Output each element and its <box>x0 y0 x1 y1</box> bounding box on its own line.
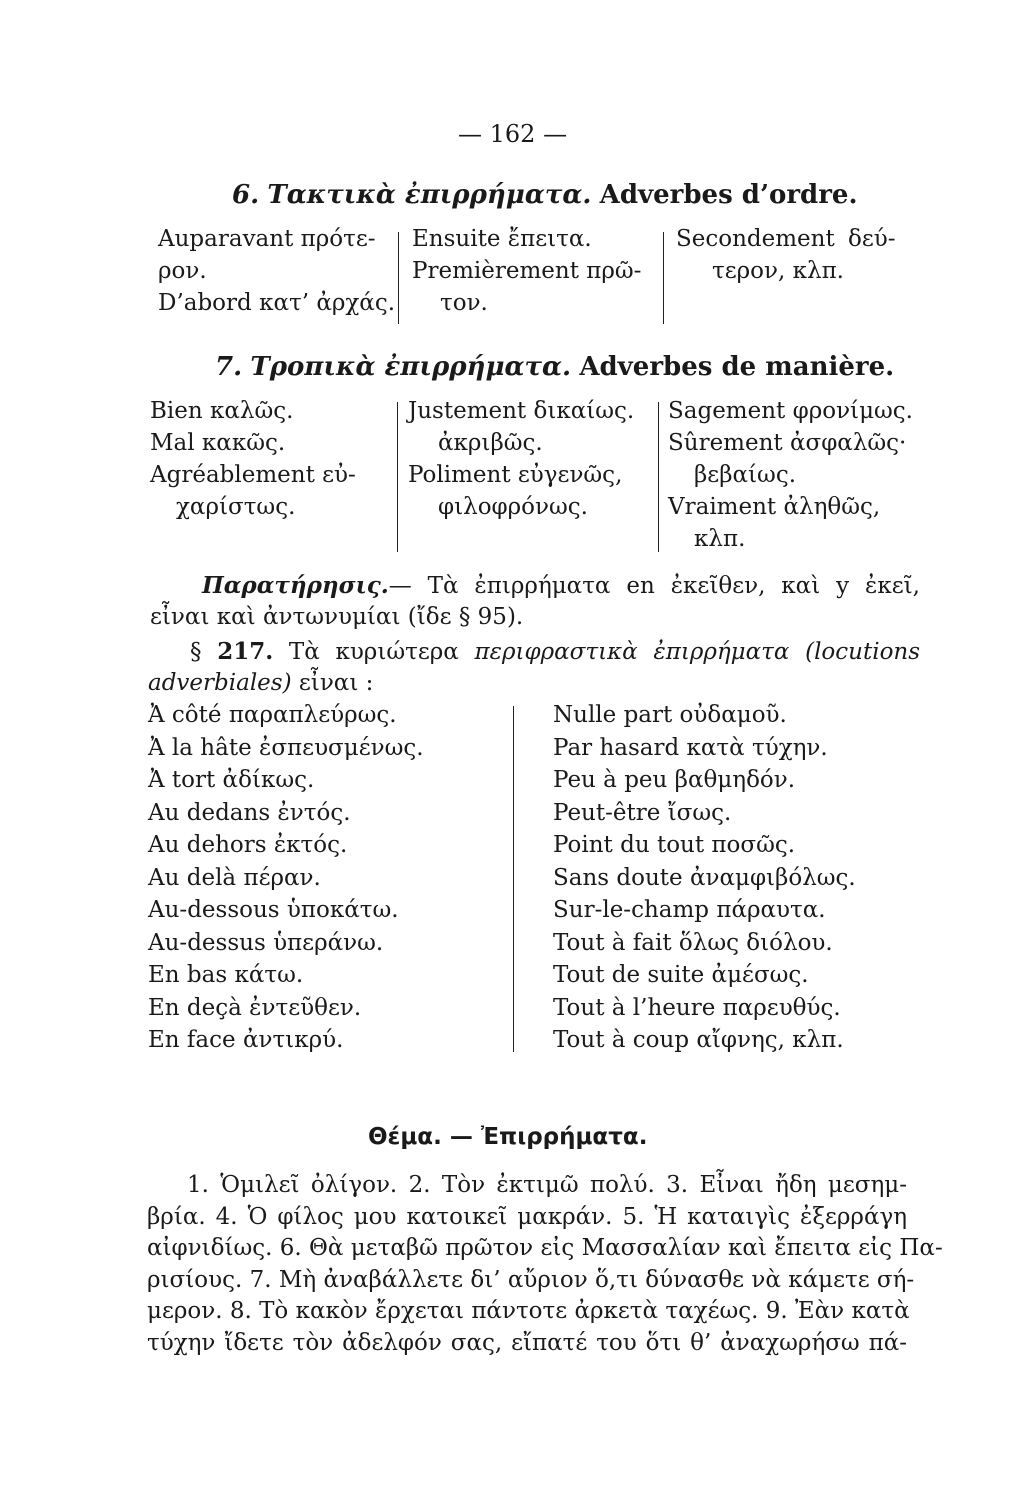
exercise-line: ρισίους. 7. Μὴ ἀναβάλλετε δι’ αὔριον ὅ,τι δύνασθε νὰ κάμετε σή- <box>147 1266 915 1293</box>
list-item: Au-dessous ὑποκάτω. <box>148 897 399 923</box>
section217-italic-2: adverbiales) <box>148 670 292 696</box>
section7-col2-line4: φιλοφρόνως. <box>438 494 588 520</box>
section6-col3-line2: τερον, κλπ. <box>712 258 844 284</box>
section6-heading <box>232 180 858 210</box>
section7-greek-title: Τροπικὰ ἐπιρρήματα. <box>250 352 572 382</box>
section217-symbol: § <box>190 639 202 665</box>
section7-col1-line1: Bien καλῶς. <box>150 398 294 424</box>
section7-divider-1 <box>397 402 398 552</box>
locutions-right-list <box>553 699 856 1057</box>
section7-col3-line4: Vraiment ἀληθῶς, <box>668 494 881 520</box>
list-item: En bas κάτω. <box>148 962 304 988</box>
section7-french-title: Adverbes de manière. <box>579 352 895 382</box>
section6-col3-line1a: Secondement <box>676 226 835 252</box>
section6-divider-1 <box>398 232 399 324</box>
remark-line1 <box>202 572 920 599</box>
section217-italic-1: περιφραστικὰ ἐπιρρήματα (locutions <box>474 639 921 665</box>
list-item: En deçà ἐντεῦθεν. <box>148 994 362 1021</box>
list-item: Au dehors ἐκτός. <box>148 832 348 858</box>
section7-col3-line2: Sûrement ἀσφαλῶς· <box>668 430 907 456</box>
remark-text-1: — Τὰ ἐπιρρήματα en ἐκεῖθεν, καὶ y ἐκεῖ, <box>388 573 920 599</box>
list-item: Nulle part οὐδαμοῦ. <box>553 702 787 728</box>
list-item: Par hasard κατὰ τύχην. <box>553 734 828 761</box>
list-item: Sur-le-champ πάραυτα. <box>553 897 826 923</box>
section7-heading <box>215 352 894 382</box>
section6-col2-line2: Premièrement πρῶ- <box>412 258 642 284</box>
section6-number: 6. <box>232 180 260 210</box>
exercise-line: βρία. 4. Ὁ φίλος μου κατοικεῖ μακράν. 5. Ἡ καταιγὶς ἐξερράγη <box>147 1203 907 1230</box>
locutions-divider <box>513 706 514 1052</box>
list-item: Au delà πέραν. <box>148 864 321 891</box>
section7-col3-line5: κλπ. <box>694 526 746 552</box>
section6-col1-line3: D’abord κατ’ ἀρχάς. <box>158 290 396 316</box>
section6-col2-line3: τον. <box>440 290 488 316</box>
section6-divider-2 <box>663 232 664 324</box>
section217-number: 217. <box>217 638 274 665</box>
list-item: Au-dessus ὑπεράνω. <box>148 929 384 956</box>
section6-col1-line2: ρον. <box>158 258 207 284</box>
list-item: Ἀ côté παραπλεύρως. <box>148 702 397 728</box>
section6-french-title: Adverbes d’ordre. <box>599 180 858 210</box>
exercise-text <box>147 1170 943 1359</box>
page-number: — 162 — <box>458 120 568 148</box>
exercise-title: Θέμα. — Ἐπιρρήματα. <box>368 1124 648 1150</box>
locutions-left-list <box>148 699 424 1057</box>
list-item: Sans doute ἀναμφιβόλως. <box>553 864 856 891</box>
list-item: Au dedans ἐντός. <box>148 799 351 826</box>
list-item: Point du tout ποσῶς. <box>553 832 796 858</box>
list-item: En face ἀντικρύ. <box>148 1027 344 1053</box>
section7-divider-2 <box>658 402 659 552</box>
remark-label: Παρατήρησις. <box>202 572 389 599</box>
remark-line2: εἶναι καὶ ἀντωνυμίαι (ἴδε § 95). <box>150 604 524 630</box>
exercise-line: τύχην ἴδετε τὸν ἀδελφόν σας, εἴπατέ του ὅτι θ’ ἀναχωρήσω πά- <box>147 1329 907 1356</box>
section7-col2-line3: Poliment εὐγενῶς, <box>408 462 623 488</box>
section6-col1-line1: Auparavant πρότε- <box>158 226 376 252</box>
exercise-line: αἰφνιδίως. 6. Θὰ μεταβῶ πρῶτον εἰς Μασσαλίαν καὶ ἔπειτα εἰς Πα- <box>147 1235 943 1261</box>
section7-col1-line3: Agréablement εὐ- <box>150 462 356 488</box>
list-item: Peu à peu βαθμηδόν. <box>553 767 796 793</box>
section6-col3-line1b: δεύ- <box>848 226 896 252</box>
exercise-line: 1. Ὁμιλεῖ ὀλίγον. 2. Τὸν ἐκτιμῶ πολύ. 3. Εἶναι ἤδη μεσημ- <box>187 1172 907 1198</box>
section7-col3-line1: Sagement φρονίμως. <box>668 398 913 424</box>
section7-number: 7. <box>215 352 243 382</box>
list-item: Ἀ la hâte ἐσπευσμένως. <box>148 734 424 761</box>
section7-col1-line2: Mal κακῶς. <box>150 430 286 456</box>
list-item: Tout à l’heure παρευθύς. <box>553 994 841 1021</box>
section7-col3-line3: βεβαίως. <box>694 462 797 488</box>
list-item: Tout à fait ὅλως διόλου. <box>553 929 833 956</box>
section6-col2-line1: Ensuite ἔπειτα. <box>412 226 592 252</box>
section217-text-2: εἶναι : <box>298 670 374 696</box>
list-item: Peut-être ἴσως. <box>553 799 732 826</box>
list-item: Ἀ tort ἀδίκως. <box>148 767 315 793</box>
list-item: Tout à coup αἴφνης, κλπ. <box>553 1027 844 1053</box>
section7-col1-line4: χαρίστως. <box>176 494 296 520</box>
list-item: Tout de suite ἀμέσως. <box>553 962 809 988</box>
section217-text-1: Τὰ κυριώτερα <box>288 639 459 665</box>
section6-greek-title: Τακτικὰ ἐπιρρήματα. <box>267 180 592 210</box>
section217-line2 <box>148 670 373 696</box>
section7-col2-line1: Justement δικαίως. <box>408 398 635 424</box>
exercise-line: μερον. 8. Τὸ κακὸν ἔρχεται πάντοτε ἀρκετὰ ταχέως. 9. Ἐὰν κατὰ <box>147 1298 910 1324</box>
section217-line1 <box>190 638 920 665</box>
section7-col2-line2: ἀκριβῶς. <box>438 430 543 456</box>
